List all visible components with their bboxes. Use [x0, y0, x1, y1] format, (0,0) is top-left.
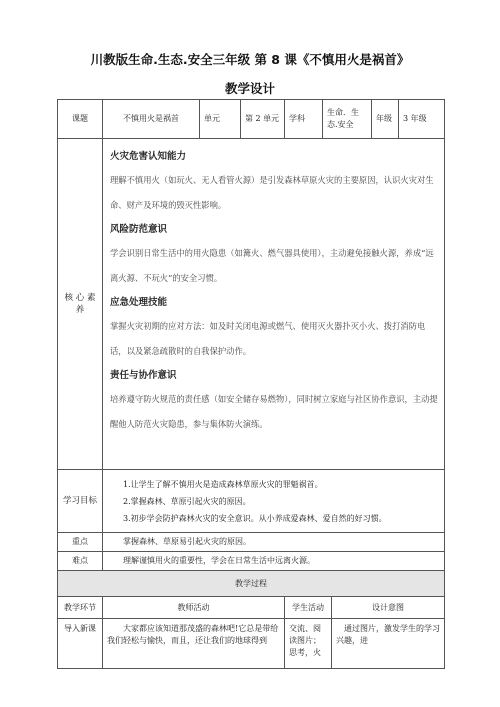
key-point-row [58, 533, 445, 552]
process-stage: 导入新课 [58, 619, 103, 669]
difficulty-text: 理解谨慎用火的重要性，学会在日常生活中远离火源。 [103, 552, 445, 571]
competency-content [103, 139, 445, 470]
difficulty-row [58, 552, 445, 571]
competency-heading-4: 责任与协作意识 [110, 370, 177, 381]
process-title: 教学过程 [58, 571, 445, 597]
process-title-row [58, 571, 445, 597]
process-header-student: 学生活动 [285, 597, 332, 619]
unit-value: 第 2 单元 [241, 100, 285, 139]
competency-heading-1: 火灾危害认知能力 [110, 151, 187, 162]
grade-value: 3 年级 [399, 100, 445, 139]
subject-value: 生命．生态.安全 [323, 100, 372, 139]
document-title: 川教版生命.生态.安全三年级 第 8 课《不慎用火是祸首》 [90, 52, 410, 67]
process-header-intent: 设计意图 [332, 597, 445, 619]
process-student-activity: 交流、阅读图片；思考，火 [285, 619, 332, 669]
competency-heading-2: 风险防范意识 [110, 224, 168, 235]
key-point-text: 掌握森林、草原易引起火灾的原因。 [103, 533, 445, 552]
competency-text-2: 学会识别日常生活中的用火隐患（如篝火、燃气器具使用），主动避免接触火源，养成“远离火源、不玩火”的安全习惯。 [110, 248, 434, 283]
goals-content [103, 470, 445, 533]
process-teacher-activity: 大家都应该知道那茂盛的森林吧!它总是带给我们轻松与愉快，而且，还让我们的地球得到 [103, 619, 285, 669]
lesson-plan-table [57, 99, 445, 669]
competency-label: 核 心 素养 [58, 139, 103, 470]
process-header-stage: 教学环节 [58, 597, 103, 619]
goal-item-1: 1.让学生了解不慎用火是造成森林草原火灾的罪魁祸首。 [123, 479, 323, 489]
competency-row [58, 139, 445, 470]
process-row [58, 619, 445, 669]
document-subtitle: 教学设计 [224, 81, 275, 96]
unit-label: 单元 [200, 100, 241, 139]
key-point-label: 重点 [58, 533, 103, 552]
process-header-teacher: 教师活动 [103, 597, 285, 619]
goals-row [58, 470, 445, 533]
process-design-intent: 通过图片，激发学生的学习兴趣，进 [332, 619, 445, 669]
competency-text-1: 理解不慎用火（如玩火、无人看管火源）是引发森林草原火灾的主要原因，认识火灾对生命、财产及环境的毁灭性影响。 [110, 175, 434, 210]
difficulty-label: 难点 [58, 552, 103, 571]
topic-label: 课题 [58, 100, 103, 139]
grade-label: 年级 [372, 100, 399, 139]
process-header-row [58, 597, 445, 619]
subject-label: 学科 [285, 100, 323, 139]
goal-item-3: 3.初步学会防护森林火灾的安全意识。从小养成爱森林、爱自然的好习惯。 [123, 513, 387, 523]
goals-label: 学习目标 [58, 470, 103, 533]
competency-heading-3: 应急处理技能 [110, 297, 168, 308]
info-row [58, 100, 445, 139]
competency-text-3: 掌握火灾初期的应对方法：如及时关闭电源或燃气、使用灭火器扑灭小火、拨打消防电话，以及紧急疏散时的自我保护动作。 [110, 321, 426, 356]
competency-text-4: 培养遵守防火规范的责任感（如安全储存易燃物），同时树立家庭与社区协作意识，主动提醒他人防范火灾隐患，参与集体防火演练。 [110, 394, 438, 429]
topic-value: 不慎用火是祸首 [103, 100, 200, 139]
goal-item-2: 2.掌握森林、草原引起火灾的原因。 [123, 496, 251, 506]
